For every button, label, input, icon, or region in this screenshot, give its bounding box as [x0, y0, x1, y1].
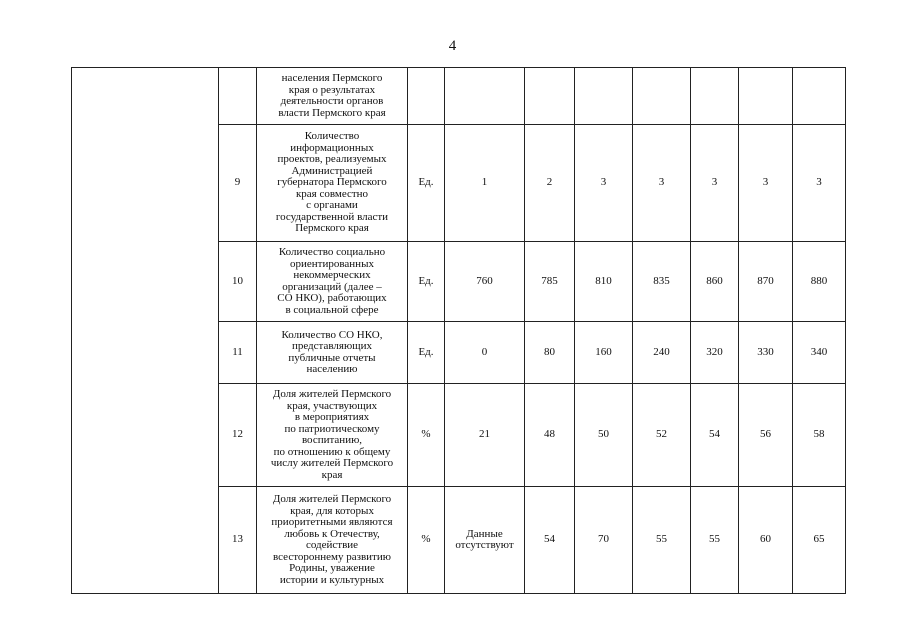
value-cell: 60 — [739, 487, 793, 594]
indicator-name: Количество СО НКО, представляющих публичные отчеты населению — [257, 322, 408, 384]
base-value-cell: Данные отсутствуют — [445, 487, 525, 594]
value-cell: 58 — [793, 384, 846, 487]
unit-cell: % — [408, 487, 445, 594]
value-cell: 160 — [575, 322, 633, 384]
indicator-name: Доля жителей Пермского края, для которых приоритетными являются любовь к Отечеству, содействие всестороннему развитию Родины, уважение истории и культурных — [257, 487, 408, 594]
base-value-cell: 21 — [445, 384, 525, 487]
indicator-name: Количество информационных проектов, реализуемых Администрацией губернатора Пермского края совместно с органами государственной власти Пермского края — [257, 125, 408, 242]
row-number: 13 — [219, 487, 257, 594]
value-cell — [793, 68, 846, 125]
indicator-name: населения Пермского края о результатах деятельности органов власти Пермского края — [257, 68, 408, 125]
value-cell: 880 — [793, 242, 846, 322]
value-cell: 3 — [691, 125, 739, 242]
unit-cell — [408, 68, 445, 125]
value-cell: 65 — [793, 487, 846, 594]
value-cell: 870 — [739, 242, 793, 322]
row-number: 10 — [219, 242, 257, 322]
indicator-name: Доля жителей Пермского края, участвующих в мероприятиях по патриотическому воспитанию, по отношению к общему числу жителей Пермского края — [257, 384, 408, 487]
indicator-name: Количество социально ориентированных некоммерческих организаций (далее – СО НКО), работающих в социальной сфере — [257, 242, 408, 322]
indicators-table — [71, 67, 846, 594]
value-cell: 320 — [691, 322, 739, 384]
value-cell: 70 — [575, 487, 633, 594]
row-number: 9 — [219, 125, 257, 242]
value-cell: 50 — [575, 384, 633, 487]
base-value-cell: 760 — [445, 242, 525, 322]
page-number: 4 — [448, 38, 457, 54]
value-cell — [525, 68, 575, 125]
table-row — [72, 68, 846, 125]
value-cell — [633, 68, 691, 125]
value-cell: 80 — [525, 322, 575, 384]
unit-cell: Ед. — [408, 242, 445, 322]
value-cell: 55 — [633, 487, 691, 594]
value-cell — [739, 68, 793, 125]
value-cell: 54 — [525, 487, 575, 594]
row-number: 12 — [219, 384, 257, 487]
value-cell: 340 — [793, 322, 846, 384]
unit-cell: Ед. — [408, 125, 445, 242]
value-cell: 785 — [525, 242, 575, 322]
value-cell: 2 — [525, 125, 575, 242]
value-cell: 240 — [633, 322, 691, 384]
value-cell: 52 — [633, 384, 691, 487]
left-blank-cell — [72, 68, 219, 594]
unit-cell: % — [408, 384, 445, 487]
value-cell — [575, 68, 633, 125]
row-number — [219, 68, 257, 125]
value-cell: 3 — [575, 125, 633, 242]
base-value-cell: 0 — [445, 322, 525, 384]
value-cell: 56 — [739, 384, 793, 487]
unit-cell: Ед. — [408, 322, 445, 384]
base-value-cell — [445, 68, 525, 125]
value-cell: 810 — [575, 242, 633, 322]
value-cell: 3 — [633, 125, 691, 242]
value-cell: 3 — [793, 125, 846, 242]
value-cell: 835 — [633, 242, 691, 322]
value-cell: 54 — [691, 384, 739, 487]
value-cell: 3 — [739, 125, 793, 242]
base-value-cell: 1 — [445, 125, 525, 242]
value-cell: 55 — [691, 487, 739, 594]
value-cell: 330 — [739, 322, 793, 384]
value-cell: 860 — [691, 242, 739, 322]
value-cell — [691, 68, 739, 125]
value-cell: 48 — [525, 384, 575, 487]
row-number: 11 — [219, 322, 257, 384]
